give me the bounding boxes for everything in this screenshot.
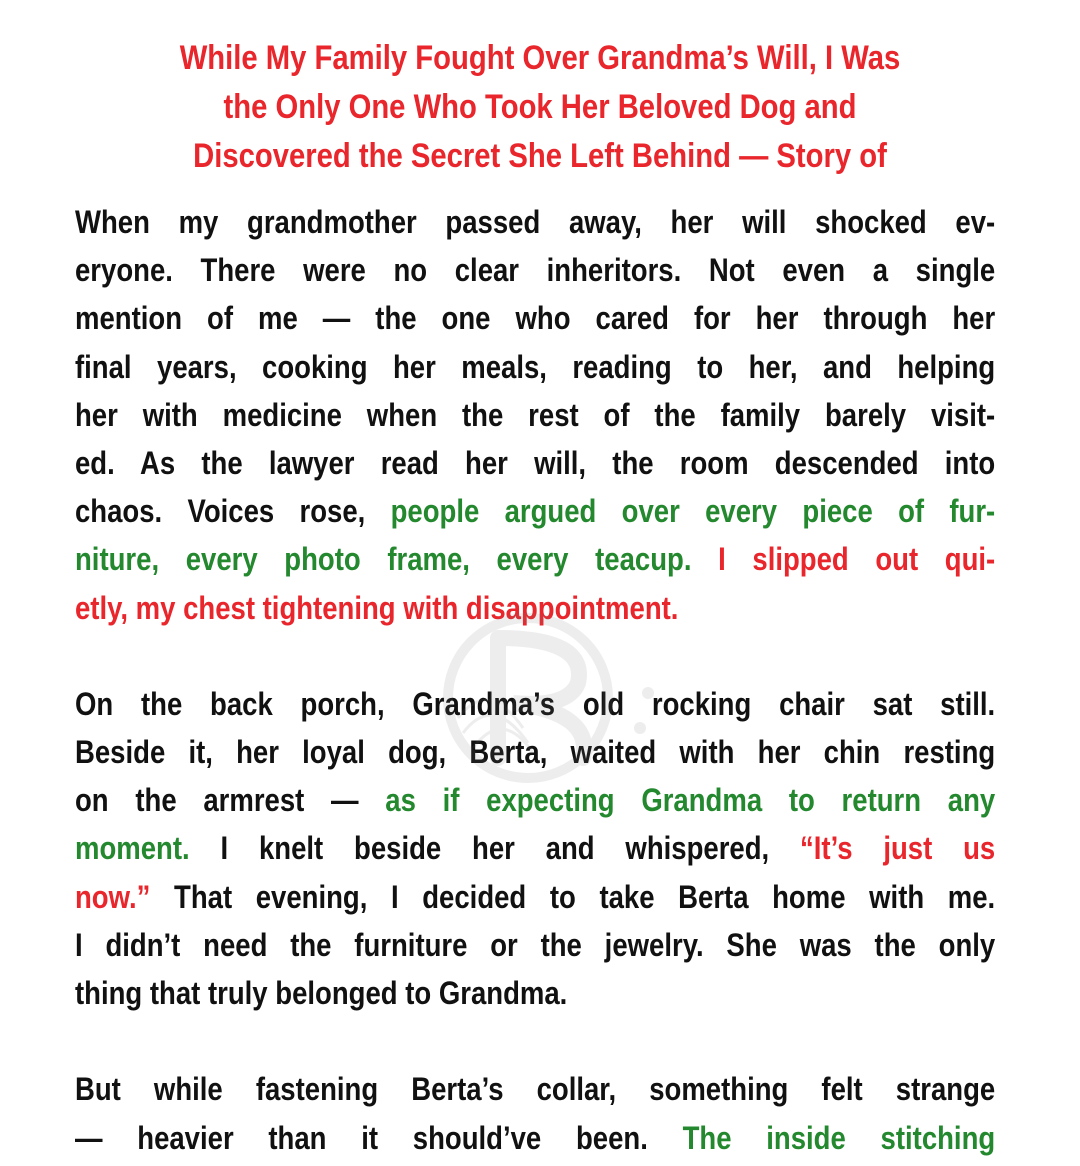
text-line bbox=[75, 1065, 995, 1113]
body-text: I didn’t need the furniture or the jewelry. She was the only bbox=[75, 926, 996, 963]
body-text: mention of me — the one who cared for her through her bbox=[75, 300, 996, 337]
title-line: the Only One Who Took Her Beloved Dog and bbox=[223, 88, 857, 126]
body-text: her with medicine when the rest of the family barely visit- bbox=[75, 396, 996, 433]
body-text: Beside it, her loyal dog, Berta, waited with her chin resting bbox=[75, 734, 996, 771]
text-line bbox=[75, 198, 995, 246]
green-highlight-text: The inside stitching bbox=[682, 1119, 996, 1156]
text-line bbox=[75, 728, 995, 776]
body-text: But while fastening Berta’s collar, something felt strange bbox=[75, 1071, 996, 1108]
text-line bbox=[75, 294, 995, 342]
body-text: final years, cooking her meals, reading to her, and helping bbox=[75, 348, 996, 385]
red-highlight-text: “It’s just us bbox=[800, 830, 996, 867]
text-line bbox=[75, 535, 995, 583]
paragraph-1 bbox=[75, 198, 995, 632]
text-line bbox=[75, 776, 995, 824]
body-text: chaos. Voices rose, bbox=[75, 493, 391, 530]
body-text: thing that truly belonged to Grandma. bbox=[75, 975, 568, 1011]
body-text: ed. As the lawyer read her will, the room descended into bbox=[75, 444, 996, 481]
title-line: Discovered the Secret She Left Behind — Story of bbox=[193, 137, 887, 175]
paragraph-2 bbox=[75, 680, 995, 1017]
body-text: I knelt beside her and whispered, bbox=[189, 830, 801, 867]
title-line: While My Family Fought Over Grandma’s Will, I Was bbox=[179, 39, 901, 77]
red-highlight-text: etly, my chest tightening with disappointment. bbox=[75, 589, 679, 626]
text-line bbox=[75, 969, 995, 1017]
story-body bbox=[75, 198, 995, 1162]
text-line bbox=[75, 343, 995, 391]
body-text: on the armrest — bbox=[75, 782, 386, 819]
body-text: eryone. There were no clear inheritors. Not even a single bbox=[75, 252, 996, 289]
green-highlight-text: niture, every photo frame, every teacup. bbox=[75, 541, 719, 578]
text-line bbox=[75, 824, 995, 872]
text-line bbox=[75, 1114, 995, 1162]
green-highlight-text: moment. bbox=[75, 830, 190, 867]
text-line bbox=[75, 246, 995, 294]
paragraph-3 bbox=[75, 1065, 995, 1161]
paragraph-gap bbox=[75, 632, 995, 680]
body-text: When my grandmother passed away, her will shocked ev- bbox=[75, 204, 996, 240]
red-highlight-text: now.” bbox=[75, 878, 151, 915]
body-text: — heavier than it should’ve been. bbox=[75, 1119, 683, 1156]
text-line bbox=[75, 439, 995, 487]
text-line bbox=[75, 391, 995, 439]
text-line bbox=[75, 584, 995, 632]
green-highlight-text: as if expecting Grandma to return any bbox=[385, 782, 996, 819]
text-line bbox=[75, 487, 995, 535]
text-line bbox=[75, 873, 995, 921]
body-text: On the back porch, Grandma’s old rocking chair sat still. bbox=[75, 685, 996, 722]
red-highlight-text: I slipped out qui- bbox=[718, 541, 996, 578]
story-title bbox=[127, 34, 953, 181]
text-line bbox=[75, 921, 995, 969]
body-text: That evening, I decided to take Berta home with me. bbox=[150, 878, 996, 915]
text-line bbox=[75, 680, 995, 728]
paragraph-gap bbox=[75, 1017, 995, 1065]
green-highlight-text: people argued over every piece of fur- bbox=[390, 493, 996, 530]
